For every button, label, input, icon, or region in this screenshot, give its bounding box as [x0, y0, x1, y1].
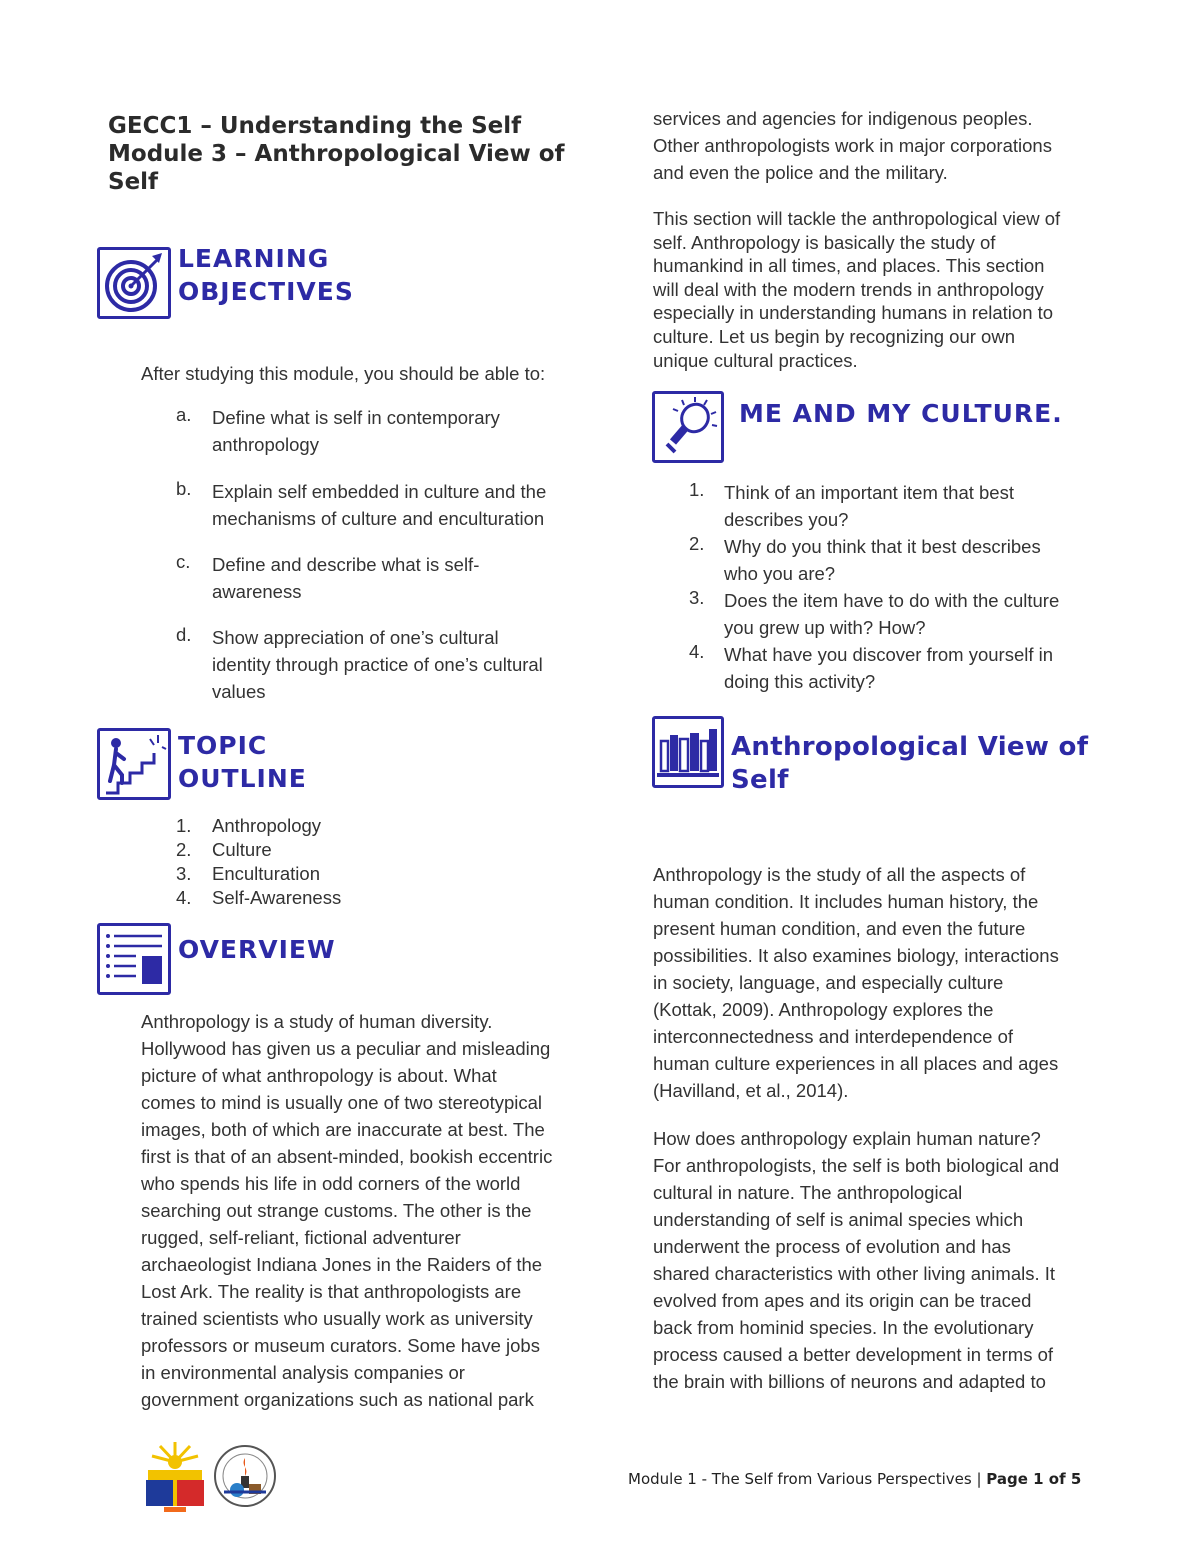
list-item: 1. Anthropology: [176, 815, 322, 836]
list-document-icon: [97, 923, 171, 995]
deped-logo: [140, 1440, 210, 1515]
overview-continuation: services and agencies for indigenous peoples. Other anthropologists work in major corporations and even the police and the military.: [653, 108, 1052, 183]
overview-paragraph: Anthropology is a study of human diversity. Hollywood has given us a peculiar and misleading picture of what anthropology is about. What comes to mind is usually one of two stereotypical images, both of which are inaccurate at best. The first is that of an absent-minded, bookish eccentric who spends his life in odd corners of the world searching out strange customs. The other is the rugged, self-reliant, fictional adventurer archaeologist Indiana Jones in the Raiders of the Lost Ark. The reality is that anthropologists are trained scientists who usually work as university professors or museum curators. Some have jobs in environmental analysis companies or government organizations such as national park: [141, 1011, 553, 1410]
learning-objectives-heading: LEARNING OBJECTIVES: [178, 244, 354, 306]
title-line-3: Self: [108, 169, 159, 195]
document-title: [108, 112, 578, 196]
anthropological-view-heading: Anthropological View of Self: [731, 732, 1089, 795]
title-line-1: GECC1 – Understanding the Self: [108, 113, 522, 139]
page-footer: [628, 1470, 1081, 1488]
anthro-paragraph-2: How does anthropology explain human nature? For anthropologists, the self is both biological and cultural in nature. The anthropological understanding of self is animal species which underwent the process of evolution and has shared characteristics with other living animals. It evolved from apes and its origin can be traced back from hominid species. In the evolutionary process caused a better development in terms of the brain with billions of neurons and adapted to: [653, 1128, 1060, 1392]
title-line-2: Module 3 – Anthropological View of: [108, 141, 565, 167]
lightbulb-icon: [652, 391, 724, 463]
anthro-paragraph-1: Anthropology is the study of all the aspects of human condition. It includes human history, the present human condition, and even the future possibilities. It also examines biology, interactions in society, language, and especially culture (Kottak, 2009). Anthropology explores the interconnectedness and interdependence of human culture experiences in all places and ages (Havilland, et al., 2014).: [653, 864, 1059, 1101]
page-number: Page 1 of 5: [986, 1470, 1082, 1488]
overview-heading: OVERVIEW: [178, 935, 336, 964]
school-seal-logo: [212, 1440, 278, 1512]
list-item: 3. Enculturation: [176, 863, 320, 884]
list-item: 4. Self-Awareness: [176, 887, 342, 908]
list-item: 2. Culture: [176, 839, 272, 860]
books-icon: [652, 716, 724, 788]
stairs-climber-icon: [97, 728, 171, 800]
topic-list: [176, 815, 476, 911]
topic-outline-heading: TOPIC OUTLINE: [178, 731, 307, 793]
footer-module-text: Module 1 - The Self from Various Perspectives |: [628, 1470, 987, 1488]
section-intro-paragraph: This section will tackle the anthropological view of self. Anthropology is basically the study of humankind in all times, and places. This section will deal with the modern trends in anthropology especially in understanding humans in relation to culture. Let us begin by recognizing our own unique cultural practices.: [653, 208, 1061, 371]
objectives-intro: After studying this module, you should be able to:: [141, 363, 546, 384]
target-icon: [97, 247, 171, 319]
me-and-my-culture-heading: ME AND MY CULTURE.: [739, 399, 1063, 428]
